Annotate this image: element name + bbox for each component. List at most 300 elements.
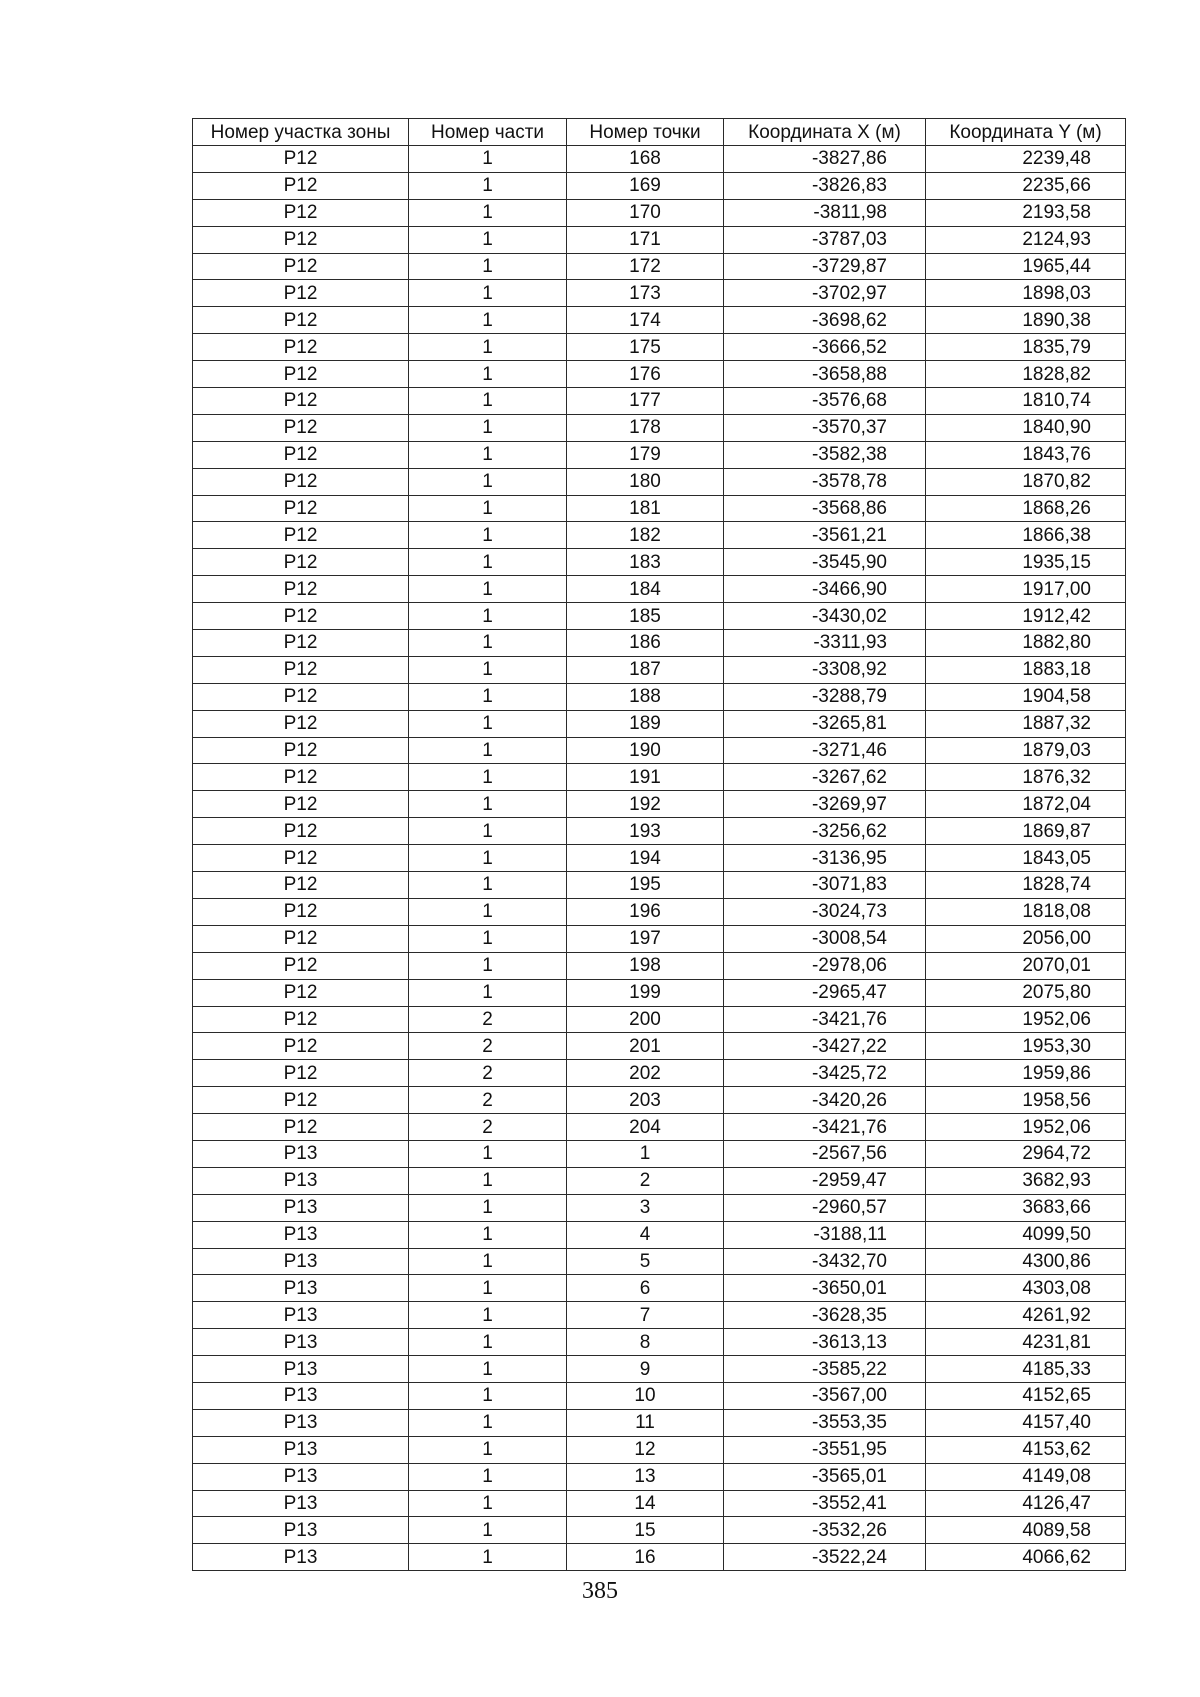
cell-coordinate-y: 2239,48	[926, 146, 1126, 173]
cell-zone-section: Р12	[193, 1060, 409, 1087]
table-row	[193, 226, 1126, 253]
cell-zone-section: Р13	[193, 1140, 409, 1167]
table-row	[193, 1517, 1126, 1544]
cell-coordinate-x: -3024,73	[724, 898, 926, 925]
cell-part-number: 2	[409, 1060, 567, 1087]
cell-zone-section: Р12	[193, 414, 409, 441]
cell-coordinate-x: -3308,92	[724, 656, 926, 683]
table-row	[193, 1275, 1126, 1302]
cell-coordinate-x: -3421,76	[724, 1114, 926, 1141]
cell-coordinate-y: 2193,58	[926, 199, 1126, 226]
cell-zone-section: Р12	[193, 737, 409, 764]
cell-coordinate-y: 1869,87	[926, 818, 1126, 845]
cell-point-number: 200	[567, 1006, 724, 1033]
cell-coordinate-x: -3826,83	[724, 172, 926, 199]
cell-zone-section: Р13	[193, 1517, 409, 1544]
cell-coordinate-y: 1835,79	[926, 334, 1126, 361]
cell-coordinate-x: -3666,52	[724, 334, 926, 361]
cell-part-number: 1	[409, 522, 567, 549]
cell-zone-section: Р12	[193, 656, 409, 683]
cell-zone-section: Р12	[193, 925, 409, 952]
page-number: 385	[582, 1578, 618, 1604]
cell-part-number: 1	[409, 549, 567, 576]
cell-coordinate-y: 1890,38	[926, 307, 1126, 334]
cell-part-number: 1	[409, 226, 567, 253]
cell-coordinate-y: 1810,74	[926, 388, 1126, 415]
cell-coordinate-x: -3267,62	[724, 764, 926, 791]
cell-point-number: 172	[567, 253, 724, 280]
cell-coordinate-x: -3532,26	[724, 1517, 926, 1544]
table-row	[193, 1436, 1126, 1463]
cell-part-number: 1	[409, 1167, 567, 1194]
table-row	[193, 495, 1126, 522]
cell-point-number: 169	[567, 172, 724, 199]
cell-coordinate-x: -3466,90	[724, 576, 926, 603]
cell-coordinate-y: 1843,76	[926, 441, 1126, 468]
table-row	[193, 1382, 1126, 1409]
cell-point-number: 194	[567, 845, 724, 872]
table-row	[193, 1248, 1126, 1275]
cell-part-number: 1	[409, 388, 567, 415]
cell-coordinate-y: 4099,50	[926, 1221, 1126, 1248]
table-row	[193, 845, 1126, 872]
table-row	[193, 172, 1126, 199]
cell-zone-section: Р12	[193, 818, 409, 845]
cell-part-number: 2	[409, 1087, 567, 1114]
cell-zone-section: Р13	[193, 1221, 409, 1248]
cell-zone-section: Р12	[193, 441, 409, 468]
cell-zone-section: Р12	[193, 872, 409, 899]
cell-point-number: 181	[567, 495, 724, 522]
cell-zone-section: Р12	[193, 630, 409, 657]
cell-point-number: 191	[567, 764, 724, 791]
header-zone-section: Номер участка зоны	[193, 119, 409, 146]
cell-coordinate-x: -3551,95	[724, 1436, 926, 1463]
cell-coordinate-y: 1870,82	[926, 468, 1126, 495]
cell-coordinate-x: -3565,01	[724, 1463, 926, 1490]
cell-coordinate-x: -2965,47	[724, 979, 926, 1006]
cell-point-number: 10	[567, 1382, 724, 1409]
cell-coordinate-y: 1828,74	[926, 872, 1126, 899]
cell-point-number: 15	[567, 1517, 724, 1544]
cell-point-number: 11	[567, 1409, 724, 1436]
cell-point-number: 189	[567, 710, 724, 737]
table-row	[193, 1356, 1126, 1383]
cell-point-number: 193	[567, 818, 724, 845]
cell-zone-section: Р13	[193, 1382, 409, 1409]
cell-part-number: 1	[409, 576, 567, 603]
cell-coordinate-y: 1952,06	[926, 1006, 1126, 1033]
cell-part-number: 2	[409, 1006, 567, 1033]
table-row	[193, 1329, 1126, 1356]
table-row	[193, 1006, 1126, 1033]
cell-coordinate-x: -3585,22	[724, 1356, 926, 1383]
cell-point-number: 2	[567, 1167, 724, 1194]
table-row	[193, 1114, 1126, 1141]
cell-zone-section: Р12	[193, 791, 409, 818]
cell-point-number: 182	[567, 522, 724, 549]
cell-part-number: 1	[409, 710, 567, 737]
cell-part-number: 1	[409, 656, 567, 683]
cell-zone-section: Р12	[193, 522, 409, 549]
cell-coordinate-x: -3729,87	[724, 253, 926, 280]
cell-zone-section: Р12	[193, 146, 409, 173]
table-row	[193, 1490, 1126, 1517]
cell-coordinate-y: 4157,40	[926, 1409, 1126, 1436]
cell-zone-section: Р13	[193, 1194, 409, 1221]
table-row	[193, 146, 1126, 173]
cell-point-number: 188	[567, 683, 724, 710]
cell-coordinate-x: -2959,47	[724, 1167, 926, 1194]
cell-point-number: 4	[567, 1221, 724, 1248]
header-coordinate-x: Координата X (м)	[724, 119, 926, 146]
cell-part-number: 1	[409, 630, 567, 657]
cell-coordinate-y: 1952,06	[926, 1114, 1126, 1141]
cell-zone-section: Р12	[193, 549, 409, 576]
cell-zone-section: Р13	[193, 1463, 409, 1490]
cell-coordinate-y: 1876,32	[926, 764, 1126, 791]
cell-coordinate-y: 4126,47	[926, 1490, 1126, 1517]
cell-part-number: 1	[409, 952, 567, 979]
table-row	[193, 1060, 1126, 1087]
table-row	[193, 1544, 1126, 1571]
cell-zone-section: Р13	[193, 1356, 409, 1383]
cell-part-number: 1	[409, 1544, 567, 1571]
table-row	[193, 1194, 1126, 1221]
cell-coordinate-x: -3420,26	[724, 1087, 926, 1114]
cell-zone-section: Р13	[193, 1248, 409, 1275]
table-row	[193, 979, 1126, 1006]
cell-coordinate-x: -3256,62	[724, 818, 926, 845]
table-row	[193, 630, 1126, 657]
cell-part-number: 1	[409, 1194, 567, 1221]
table-row	[193, 549, 1126, 576]
cell-coordinate-y: 1958,56	[926, 1087, 1126, 1114]
cell-coordinate-x: -3561,21	[724, 522, 926, 549]
cell-point-number: 3	[567, 1194, 724, 1221]
cell-coordinate-y: 4066,62	[926, 1544, 1126, 1571]
cell-part-number: 1	[409, 468, 567, 495]
cell-coordinate-x: -3553,35	[724, 1409, 926, 1436]
cell-part-number: 1	[409, 791, 567, 818]
cell-coordinate-y: 2070,01	[926, 952, 1126, 979]
cell-zone-section: Р12	[193, 576, 409, 603]
table-header	[193, 119, 1126, 146]
cell-coordinate-y: 4153,62	[926, 1436, 1126, 1463]
cell-zone-section: Р12	[193, 1114, 409, 1141]
table-row	[193, 1221, 1126, 1248]
cell-point-number: 8	[567, 1329, 724, 1356]
cell-part-number: 1	[409, 845, 567, 872]
coordinates-table	[192, 118, 1126, 1571]
cell-point-number: 204	[567, 1114, 724, 1141]
cell-zone-section: Р12	[193, 361, 409, 388]
cell-coordinate-x: -3568,86	[724, 495, 926, 522]
cell-part-number: 1	[409, 280, 567, 307]
cell-part-number: 1	[409, 253, 567, 280]
cell-point-number: 7	[567, 1302, 724, 1329]
cell-part-number: 1	[409, 737, 567, 764]
cell-point-number: 201	[567, 1033, 724, 1060]
cell-zone-section: Р13	[193, 1490, 409, 1517]
cell-zone-section: Р13	[193, 1167, 409, 1194]
table-row	[193, 199, 1126, 226]
cell-zone-section: Р13	[193, 1436, 409, 1463]
cell-part-number: 1	[409, 199, 567, 226]
cell-coordinate-x: -2960,57	[724, 1194, 926, 1221]
cell-coordinate-y: 4185,33	[926, 1356, 1126, 1383]
cell-coordinate-x: -3628,35	[724, 1302, 926, 1329]
cell-coordinate-y: 1959,86	[926, 1060, 1126, 1087]
cell-part-number: 1	[409, 146, 567, 173]
cell-zone-section: Р13	[193, 1275, 409, 1302]
cell-part-number: 1	[409, 818, 567, 845]
cell-part-number: 1	[409, 1302, 567, 1329]
cell-coordinate-x: -3071,83	[724, 872, 926, 899]
cell-coordinate-x: -3522,24	[724, 1544, 926, 1571]
cell-coordinate-y: 3683,66	[926, 1194, 1126, 1221]
table-body	[193, 146, 1126, 1571]
cell-zone-section: Р12	[193, 1006, 409, 1033]
table-row	[193, 898, 1126, 925]
table-row	[193, 522, 1126, 549]
cell-zone-section: Р12	[193, 199, 409, 226]
cell-part-number: 1	[409, 334, 567, 361]
cell-coordinate-x: -3811,98	[724, 199, 926, 226]
cell-coordinate-x: -3698,62	[724, 307, 926, 334]
table-row	[193, 818, 1126, 845]
cell-zone-section: Р12	[193, 307, 409, 334]
cell-coordinate-y: 1887,32	[926, 710, 1126, 737]
cell-point-number: 168	[567, 146, 724, 173]
cell-part-number: 1	[409, 172, 567, 199]
cell-zone-section: Р12	[193, 280, 409, 307]
cell-coordinate-x: -3702,97	[724, 280, 926, 307]
cell-coordinate-x: -3421,76	[724, 1006, 926, 1033]
cell-point-number: 180	[567, 468, 724, 495]
cell-coordinate-y: 4231,81	[926, 1329, 1126, 1356]
cell-part-number: 1	[409, 361, 567, 388]
cell-coordinate-x: -3271,46	[724, 737, 926, 764]
cell-part-number: 2	[409, 1033, 567, 1060]
cell-part-number: 1	[409, 1409, 567, 1436]
cell-zone-section: Р12	[193, 468, 409, 495]
table-row	[193, 656, 1126, 683]
cell-part-number: 1	[409, 1490, 567, 1517]
table-row	[193, 576, 1126, 603]
cell-coordinate-y: 2124,93	[926, 226, 1126, 253]
table-row	[193, 468, 1126, 495]
cell-coordinate-y: 1917,00	[926, 576, 1126, 603]
cell-coordinate-x: -3827,86	[724, 146, 926, 173]
cell-coordinate-x: -3188,11	[724, 1221, 926, 1248]
cell-part-number: 1	[409, 764, 567, 791]
cell-part-number: 1	[409, 683, 567, 710]
cell-point-number: 190	[567, 737, 724, 764]
cell-coordinate-y: 1872,04	[926, 791, 1126, 818]
table-row	[193, 764, 1126, 791]
cell-part-number: 1	[409, 1275, 567, 1302]
cell-zone-section: Р12	[193, 683, 409, 710]
cell-zone-section: Р12	[193, 710, 409, 737]
cell-coordinate-y: 3682,93	[926, 1167, 1126, 1194]
cell-coordinate-x: -3545,90	[724, 549, 926, 576]
cell-zone-section: Р12	[193, 845, 409, 872]
cell-coordinate-y: 1828,82	[926, 361, 1126, 388]
cell-point-number: 178	[567, 414, 724, 441]
cell-zone-section: Р13	[193, 1329, 409, 1356]
cell-zone-section: Р13	[193, 1409, 409, 1436]
cell-point-number: 1	[567, 1140, 724, 1167]
cell-point-number: 198	[567, 952, 724, 979]
cell-part-number: 1	[409, 872, 567, 899]
cell-part-number: 1	[409, 925, 567, 952]
cell-part-number: 1	[409, 1248, 567, 1275]
cell-coordinate-x: -3311,93	[724, 630, 926, 657]
cell-coordinate-y: 4261,92	[926, 1302, 1126, 1329]
cell-point-number: 177	[567, 388, 724, 415]
cell-coordinate-y: 4300,86	[926, 1248, 1126, 1275]
cell-point-number: 171	[567, 226, 724, 253]
cell-coordinate-y: 1818,08	[926, 898, 1126, 925]
cell-point-number: 9	[567, 1356, 724, 1383]
table-row	[193, 1087, 1126, 1114]
table-row	[193, 280, 1126, 307]
table-row	[193, 925, 1126, 952]
cell-coordinate-x: -3576,68	[724, 388, 926, 415]
cell-coordinate-x: -3650,01	[724, 1275, 926, 1302]
cell-coordinate-x: -3008,54	[724, 925, 926, 952]
cell-zone-section: Р12	[193, 1087, 409, 1114]
cell-coordinate-x: -3658,88	[724, 361, 926, 388]
cell-coordinate-y: 4089,58	[926, 1517, 1126, 1544]
cell-part-number: 1	[409, 1221, 567, 1248]
cell-zone-section: Р12	[193, 334, 409, 361]
table-row	[193, 1033, 1126, 1060]
cell-coordinate-y: 1840,90	[926, 414, 1126, 441]
table-row	[193, 1409, 1126, 1436]
cell-coordinate-y: 1935,15	[926, 549, 1126, 576]
header-row	[193, 119, 1126, 146]
table-row	[193, 307, 1126, 334]
cell-part-number: 1	[409, 414, 567, 441]
cell-coordinate-x: -3430,02	[724, 603, 926, 630]
table-row	[193, 1140, 1126, 1167]
table-row	[193, 791, 1126, 818]
cell-coordinate-y: 2235,66	[926, 172, 1126, 199]
header-point-number: Номер точки	[567, 119, 724, 146]
cell-part-number: 1	[409, 1517, 567, 1544]
cell-point-number: 12	[567, 1436, 724, 1463]
cell-point-number: 202	[567, 1060, 724, 1087]
cell-coordinate-y: 1953,30	[926, 1033, 1126, 1060]
cell-point-number: 6	[567, 1275, 724, 1302]
cell-coordinate-y: 1866,38	[926, 522, 1126, 549]
cell-zone-section: Р12	[193, 979, 409, 1006]
cell-coordinate-y: 1898,03	[926, 280, 1126, 307]
cell-coordinate-y: 1912,42	[926, 603, 1126, 630]
cell-coordinate-x: -3787,03	[724, 226, 926, 253]
cell-point-number: 199	[567, 979, 724, 1006]
cell-part-number: 1	[409, 603, 567, 630]
cell-part-number: 1	[409, 495, 567, 522]
cell-coordinate-x: -3432,70	[724, 1248, 926, 1275]
cell-point-number: 5	[567, 1248, 724, 1275]
cell-coordinate-y: 1882,80	[926, 630, 1126, 657]
table-row	[193, 683, 1126, 710]
cell-part-number: 1	[409, 307, 567, 334]
cell-point-number: 185	[567, 603, 724, 630]
cell-coordinate-x: -2567,56	[724, 1140, 926, 1167]
cell-zone-section: Р12	[193, 226, 409, 253]
cell-coordinate-y: 4149,08	[926, 1463, 1126, 1490]
table-row	[193, 1302, 1126, 1329]
cell-point-number: 174	[567, 307, 724, 334]
cell-coordinate-y: 1904,58	[926, 683, 1126, 710]
cell-coordinate-y: 1883,18	[926, 656, 1126, 683]
cell-zone-section: Р13	[193, 1302, 409, 1329]
cell-zone-section: Р12	[193, 172, 409, 199]
cell-part-number: 1	[409, 1382, 567, 1409]
cell-coordinate-y: 1965,44	[926, 253, 1126, 280]
cell-point-number: 176	[567, 361, 724, 388]
cell-zone-section: Р12	[193, 1033, 409, 1060]
cell-point-number: 13	[567, 1463, 724, 1490]
cell-point-number: 184	[567, 576, 724, 603]
cell-coordinate-y: 2964,72	[926, 1140, 1126, 1167]
table-row	[193, 253, 1126, 280]
cell-coordinate-x: -3136,95	[724, 845, 926, 872]
table-row	[193, 1463, 1126, 1490]
cell-point-number: 195	[567, 872, 724, 899]
cell-zone-section: Р12	[193, 495, 409, 522]
cell-point-number: 170	[567, 199, 724, 226]
cell-point-number: 196	[567, 898, 724, 925]
cell-coordinate-x: -3288,79	[724, 683, 926, 710]
cell-coordinate-y: 2056,00	[926, 925, 1126, 952]
cell-zone-section: Р12	[193, 253, 409, 280]
table-row	[193, 334, 1126, 361]
table-row	[193, 603, 1126, 630]
cell-zone-section: Р12	[193, 952, 409, 979]
table-row	[193, 414, 1126, 441]
cell-coordinate-x: -3567,00	[724, 1382, 926, 1409]
cell-coordinate-y: 4152,65	[926, 1382, 1126, 1409]
cell-coordinate-y: 2075,80	[926, 979, 1126, 1006]
table-row	[193, 1167, 1126, 1194]
cell-coordinate-x: -3552,41	[724, 1490, 926, 1517]
cell-coordinate-x: -3425,72	[724, 1060, 926, 1087]
cell-coordinate-x: -2978,06	[724, 952, 926, 979]
cell-zone-section: Р12	[193, 388, 409, 415]
table-row	[193, 361, 1126, 388]
cell-coordinate-x: -3427,22	[724, 1033, 926, 1060]
header-part-number: Номер части	[409, 119, 567, 146]
table-row	[193, 710, 1126, 737]
cell-point-number: 179	[567, 441, 724, 468]
header-coordinate-y: Координата Y (м)	[926, 119, 1126, 146]
cell-coordinate-x: -3582,38	[724, 441, 926, 468]
cell-part-number: 1	[409, 1356, 567, 1383]
cell-coordinate-x: -3570,37	[724, 414, 926, 441]
cell-point-number: 187	[567, 656, 724, 683]
cell-coordinate-y: 1879,03	[926, 737, 1126, 764]
cell-point-number: 173	[567, 280, 724, 307]
cell-point-number: 175	[567, 334, 724, 361]
cell-coordinate-x: -3269,97	[724, 791, 926, 818]
cell-part-number: 1	[409, 979, 567, 1006]
cell-zone-section: Р12	[193, 898, 409, 925]
